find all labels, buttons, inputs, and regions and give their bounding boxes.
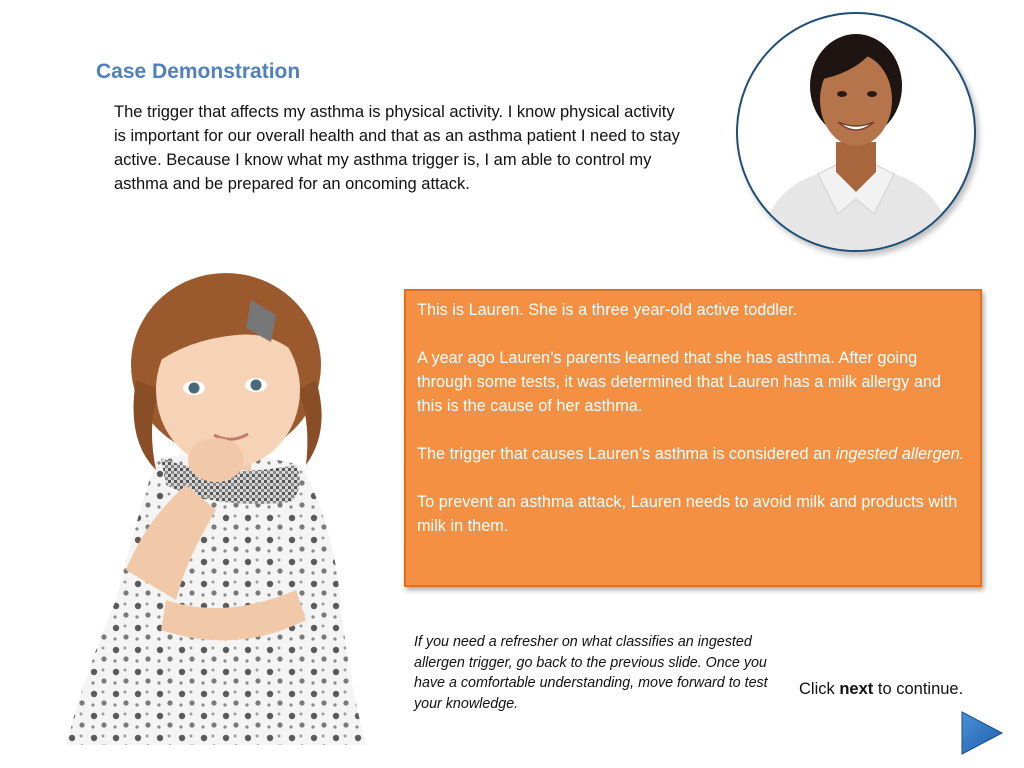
info-paragraph-diagnosis: A year ago Lauren’s parents learned that she has asthma. After going through some tests, it was determined that Lauren has a milk allergy and this is the cause of her asthma. xyxy=(417,349,941,415)
slide-title: Case Demonstration xyxy=(96,60,301,83)
trigger-term: ingested allergen. xyxy=(835,445,965,463)
continue-suffix: to continue. xyxy=(873,680,964,698)
continue-instruction xyxy=(799,680,963,699)
woman-portrait xyxy=(736,12,976,252)
intro-text: The trigger that affects my asthma is physical activity. I know physical activity is important for our overall health and that as an asthma patient I need to stay active. Because I know what my asthma trigger is, I am able to control my asthma and be prepared for an oncoming attack. xyxy=(114,103,680,193)
trigger-text: The trigger that causes Lauren’s asthma is considered an xyxy=(417,445,836,463)
info-paragraph-trigger xyxy=(417,442,969,466)
next-keyword: next xyxy=(839,680,874,698)
info-paragraph-prevention: To prevent an asthma attack, Lauren needs to avoid milk and products with milk in them. xyxy=(417,493,958,535)
case-info-box xyxy=(404,289,982,587)
next-button[interactable] xyxy=(960,710,1004,756)
continue-prefix: Click xyxy=(799,680,840,698)
child-photo xyxy=(66,270,366,745)
refresher-note: If you need a refresher on what classifies an ingested allergen trigger, go back to the previous slide. Once you have a comfortable understanding, move forward to test your knowledge. xyxy=(414,634,768,712)
info-paragraph-intro: This is Lauren. She is a three year-old active toddler. xyxy=(417,301,798,319)
play-triangle-icon xyxy=(960,710,1004,756)
